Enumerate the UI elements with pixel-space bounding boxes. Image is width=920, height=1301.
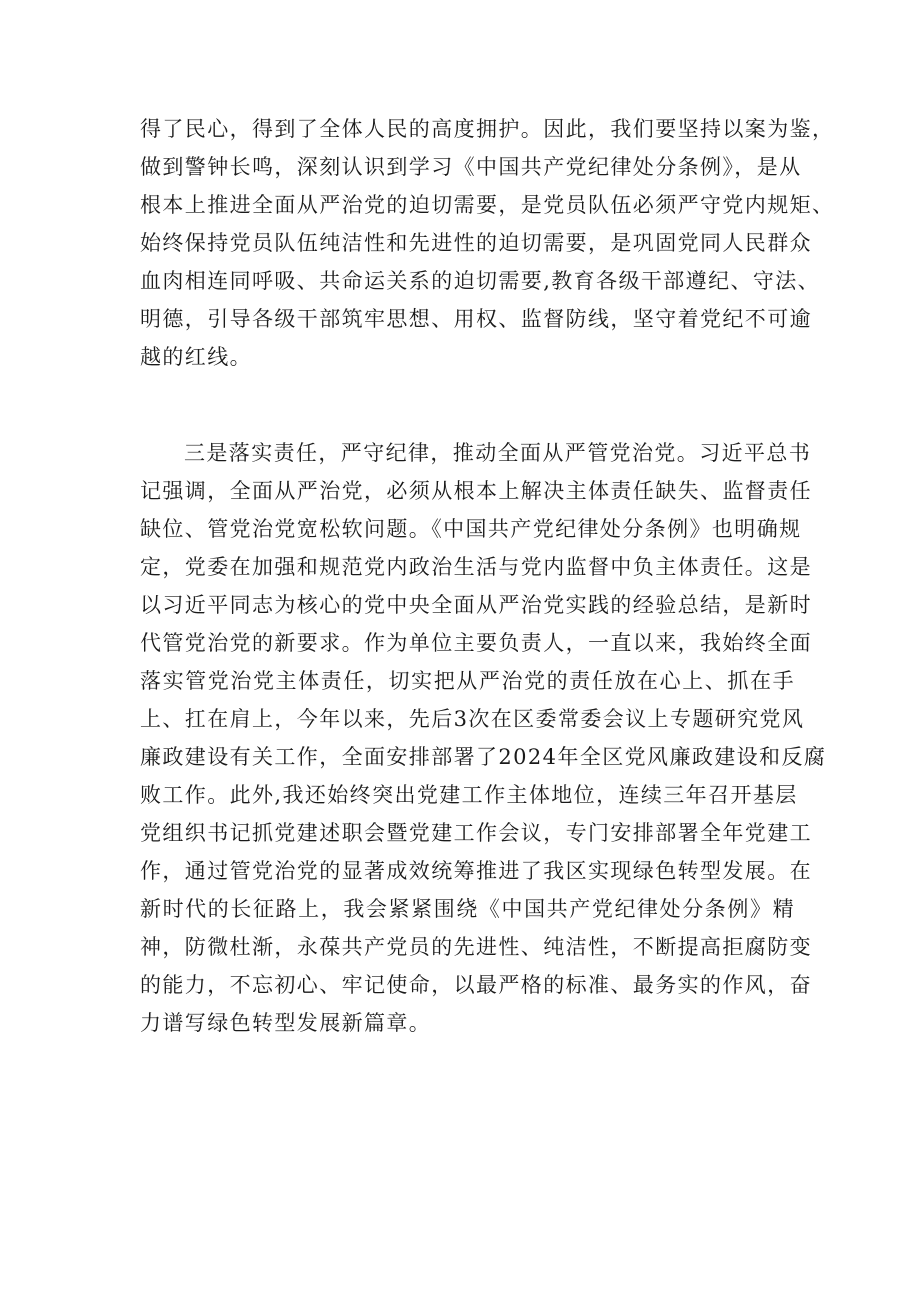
text-line: 得了民心，得到了全体人民的高度拥护。因此，我们要坚持以案为鉴， [140, 117, 835, 141]
text-line: 落实管党治党主体责任，切实把从严治党的责任放在心上、抓在手 [140, 669, 795, 693]
paragraph-1 [140, 110, 835, 376]
text-line: 缺位、管党治党宽松软问题。《中国共产党纪律处分条例》也明确规 [140, 517, 802, 541]
text-line: 记强调，全面从严治党，必须从根本上解决主体责任缺失、监督责任 [140, 479, 812, 503]
text-line: 党组织书记抓党建述职会暨党建工作会议，专门安排部署全年党建工 [140, 821, 812, 845]
text-line: 新时代的长征路上，我会紧紧围绕《中国共产党纪律处分条例》精 [140, 897, 795, 921]
text-line: 上、扛在肩上，今年以来，先后3次在区委常委会议上专题研究党风 [140, 707, 805, 731]
text-line: 神，防微杜渐，永葆共产党员的先进性、纯洁性，不断提高拒腐防变 [140, 935, 812, 959]
text-line: 三是落实责任，严守纪律，推动全面从严管党治党。习近平总书 [184, 441, 812, 465]
text-line: 始终保持党员队伍纯洁性和先进性的迫切需要，是巩固党同人民群众 [140, 231, 812, 255]
text-line: 明德，引导各级干部筑牢思想、用权、监督防线，坚守着党纪不可逾 [140, 307, 812, 331]
text-line: 做到警钟长鸣，深刻认识到学习《中国共产党纪律处分条例》，是从 [140, 155, 802, 179]
text-line: 力谱写绿色转型发展新篇章。 [140, 1011, 432, 1035]
paragraph-2 [140, 434, 827, 1042]
text-line: 廉政建设有关工作，全面安排部署了2024年全区党风廉政建设和反腐 [140, 745, 827, 769]
text-line: 败工作。此外,我还始终突出党建工作主体地位，连续三年召开基层 [140, 783, 798, 807]
text-line: 定，党委在加强和规范党内政治生活与党内监督中负主体责任。这是 [140, 555, 812, 579]
text-line: 的能力，不忘初心、牢记使命，以最严格的标准、最务实的作风，奋 [140, 973, 812, 997]
text-line: 越的红线。 [140, 345, 252, 369]
text-line: 以习近平同志为核心的党中央全面从严治党实践的经验总结，是新时 [140, 593, 812, 617]
text-line: 血肉相连同呼吸、共命运关系的迫切需要,教育各级干部遵纪、守法、 [140, 269, 821, 293]
text-line: 根本上推进全面从严治党的迫切需要，是党员队伍必须严守党内规矩、 [140, 193, 835, 217]
text-line: 作，通过管党治党的显著成效统筹推进了我区实现绿色转型发展。在 [140, 859, 812, 883]
text-line: 代管党治党的新要求。作为单位主要负责人，一直以来，我始终全面 [140, 631, 812, 655]
